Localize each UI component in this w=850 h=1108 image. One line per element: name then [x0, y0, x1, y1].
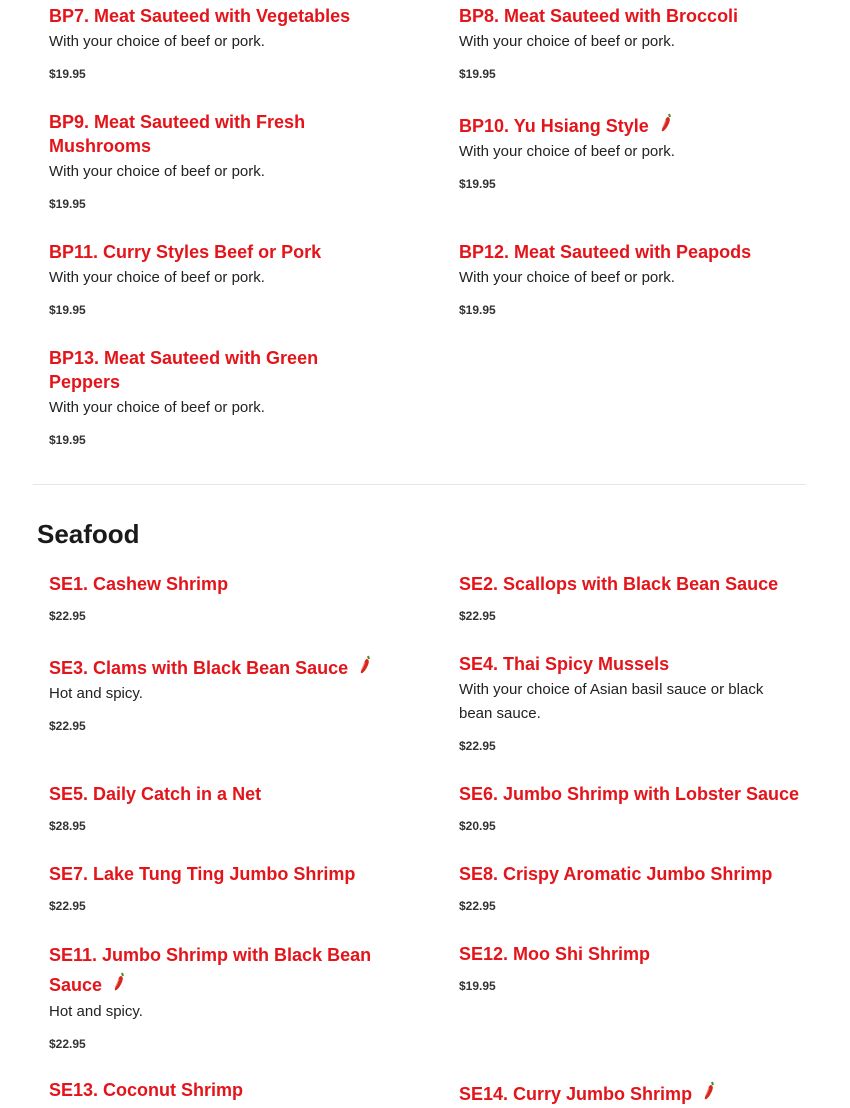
- menu-item-price: $19.95: [459, 303, 496, 317]
- menu-item-description: With your choice of beef or pork.: [49, 33, 265, 50]
- menu-item-price: $22.95: [459, 739, 496, 753]
- menu-item[interactable]: [49, 782, 384, 833]
- menu-item-name[interactable]: SE6. Jumbo Shrimp with Lobster Sauce: [459, 784, 800, 804]
- menu-item-name[interactable]: SE14. Curry Jumbo Shrimp: [459, 1084, 693, 1104]
- menu-item[interactable]: [459, 4, 794, 81]
- menu-item-name[interactable]: BP12. Meat Sauteed with Peapods: [459, 242, 752, 262]
- menu-item-price: $22.95: [459, 609, 496, 623]
- menu-item[interactable]: [49, 654, 384, 733]
- menu-item[interactable]: [459, 652, 794, 753]
- menu-item-name[interactable]: SE1. Cashew Shrimp: [49, 574, 229, 594]
- menu-item-name[interactable]: BP13. Meat Sauteed with Green Peppers: [49, 348, 319, 392]
- menu-item-description: With your choice of beef or pork.: [49, 399, 265, 416]
- menu-item-price: $22.95: [49, 1037, 86, 1051]
- menu-item-name[interactable]: SE3. Clams with Black Bean Sauce: [49, 658, 349, 678]
- menu-item-description: Hot and spicy.: [49, 1003, 143, 1020]
- menu-item-description: With your choice of beef or pork.: [49, 269, 265, 286]
- section-title: Seafood: [37, 519, 140, 549]
- section-divider: [33, 484, 806, 485]
- menu-item-description: With your choice of beef or pork.: [49, 163, 265, 180]
- menu-item[interactable]: [49, 240, 384, 317]
- menu-item-name[interactable]: BP8. Meat Sauteed with Broccoli: [459, 6, 739, 26]
- menu-item[interactable]: [49, 110, 349, 211]
- menu-item[interactable]: [49, 4, 384, 81]
- menu-item-name[interactable]: SE12. Moo Shi Shrimp: [459, 944, 651, 964]
- pepper-icon: [110, 971, 128, 993]
- pepper-icon: [657, 112, 675, 134]
- menu-item-price: $19.95: [49, 303, 86, 317]
- menu-item-price: $19.95: [49, 67, 86, 81]
- menu-item[interactable]: [49, 346, 349, 447]
- menu-item-price: $22.95: [49, 609, 86, 623]
- menu-item-description: With your choice of Asian basil sauce or black bean sauce.: [459, 681, 764, 722]
- menu-item-price: $20.95: [459, 819, 496, 833]
- menu-item-price: $19.95: [459, 177, 496, 191]
- pepper-icon: [356, 654, 374, 676]
- menu-item[interactable]: [459, 942, 794, 993]
- menu-item[interactable]: [459, 1080, 794, 1108]
- menu-item[interactable]: [49, 940, 389, 1051]
- menu-item[interactable]: [459, 572, 794, 623]
- menu-item-name[interactable]: BP7. Meat Sauteed with Vegetables: [49, 6, 351, 26]
- menu-item-description: With your choice of beef or pork.: [459, 33, 675, 50]
- menu-item-name[interactable]: BP9. Meat Sauteed with Fresh Mushrooms: [49, 112, 306, 156]
- menu-item-name[interactable]: SE8. Crispy Aromatic Jumbo Shrimp: [459, 864, 773, 884]
- menu-item-description: With your choice of beef or pork.: [459, 269, 675, 286]
- menu-item-price: $22.95: [49, 899, 86, 913]
- menu-item-name[interactable]: BP11. Curry Styles Beef or Pork: [49, 242, 322, 262]
- menu-item[interactable]: [49, 1078, 384, 1102]
- menu-item-price: $19.95: [49, 197, 86, 211]
- menu-item-description: Hot and spicy.: [49, 685, 143, 702]
- menu-item-price: $19.95: [459, 67, 496, 81]
- menu-item-name[interactable]: SE7. Lake Tung Ting Jumbo Shrimp: [49, 864, 356, 884]
- menu-item-name[interactable]: SE2. Scallops with Black Bean Sauce: [459, 574, 779, 594]
- menu-item-price: $28.95: [49, 819, 86, 833]
- menu-item-price: $22.95: [49, 719, 86, 733]
- menu-item-price: $19.95: [459, 979, 496, 993]
- menu-item[interactable]: [459, 862, 794, 913]
- menu-item[interactable]: [459, 782, 819, 833]
- menu-item-name[interactable]: SE5. Daily Catch in a Net: [49, 784, 262, 804]
- pepper-icon: [700, 1080, 718, 1102]
- menu-item[interactable]: [49, 572, 384, 623]
- menu-item[interactable]: [49, 862, 384, 913]
- menu-item-price: $19.95: [49, 433, 86, 447]
- menu-item-name[interactable]: SE4. Thai Spicy Mussels: [459, 654, 670, 674]
- menu-item-name[interactable]: SE13. Coconut Shrimp: [49, 1080, 244, 1100]
- menu-item[interactable]: [459, 112, 794, 191]
- menu-item[interactable]: [459, 240, 794, 317]
- menu-item-name[interactable]: BP10. Yu Hsiang Style: [459, 116, 649, 136]
- menu-item-name[interactable]: SE11. Jumbo Shrimp with Black Bean Sauce: [49, 945, 372, 995]
- menu-item-price: $22.95: [459, 899, 496, 913]
- menu-item-description: With your choice of beef or pork.: [459, 143, 675, 160]
